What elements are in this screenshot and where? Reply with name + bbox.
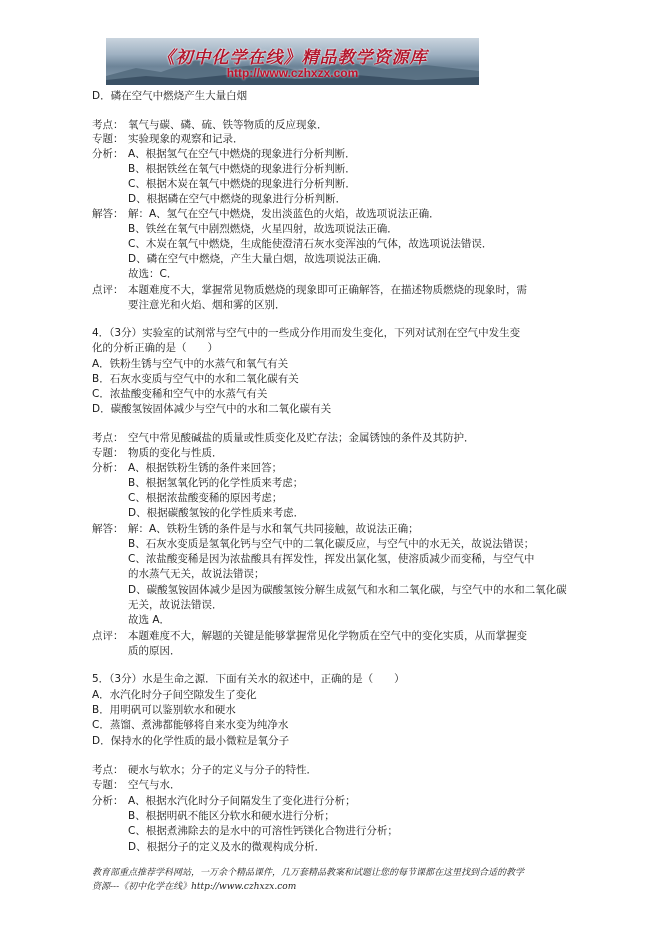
q4-zhuanti-label: 专题： bbox=[92, 447, 124, 459]
q3-jieda-line: B、铁丝在氧气中剧烈燃烧，火星四射，故选项说法正确． bbox=[128, 223, 398, 235]
q4-kaodian: 空气中常见酸碱盐的质量或性质变化及贮存法；金属锈蚀的条件及其防护． bbox=[128, 432, 475, 444]
q3-jieda-label: 解答： bbox=[92, 208, 124, 220]
q3-zhuanti-label: 专题： bbox=[92, 133, 124, 145]
q5-fenxi-line: A、根据水汽化时分子间隔发生了变化进行分析； bbox=[128, 795, 356, 807]
page-footer bbox=[92, 866, 592, 894]
q3-zhuanti: 实验现象的观察和记录． bbox=[128, 133, 244, 145]
q4-option-a: A．铁粉生锈与空气中的水蒸气和氧气有关 bbox=[92, 358, 289, 370]
q4-dianping-label: 点评： bbox=[92, 630, 124, 642]
q4-fenxi-line: B、根据氢氧化钙的化学性质来考虑； bbox=[128, 477, 304, 489]
banner-url[interactable]: http://www.czhxzx.com bbox=[226, 66, 359, 80]
q3-jieda-line: 解：A、氢气在空气中燃烧，发出淡蓝色的火焰，故选项说法正确． bbox=[128, 208, 440, 220]
q4-jieda-line: C、浓盐酸变稀是因为浓盐酸具有挥发性，挥发出氯化氢，使溶质减少而变稀，与空气中 bbox=[128, 553, 535, 565]
q5-kaodian-label: 考点： bbox=[92, 764, 124, 776]
footer-line: 教育部重点推荐学科网站，一万余个精品课件，几万套精品教案和试题让您的每节课都在这里找到合适的教学 bbox=[92, 868, 525, 878]
q4-option-d: D．碳酸氢铵固体减少与空气中的水和二氧化碳有关 bbox=[92, 403, 332, 415]
q4-kaodian-label: 考点： bbox=[92, 432, 124, 444]
q3-kaodian: 氧气与碳、磷、硫、铁等物质的反应现象． bbox=[128, 119, 328, 131]
q4-dianping-line: 质的原因． bbox=[128, 645, 181, 657]
q4-stem: 化的分析正确的是（ ） bbox=[92, 342, 218, 354]
q3-dianping-label: 点评： bbox=[92, 284, 124, 296]
q3-fenxi-line: B、根据铁丝在氧气中燃烧的现象进行分析判断． bbox=[128, 163, 356, 175]
q4-fenxi-label: 分析： bbox=[92, 462, 124, 474]
q5-option-d: D．保持水的化学性质的最小微粒是氧分子 bbox=[92, 735, 290, 747]
q4-jieda-answer: 故选 A． bbox=[128, 614, 171, 626]
q5-zhuanti: 空气与水． bbox=[128, 779, 181, 791]
q4-jieda-line: 的水蒸气无关，故说法错误； bbox=[128, 568, 265, 580]
q4-jieda-line: 无关，故说法错误． bbox=[128, 599, 223, 611]
q3-dianping-line: 本题难度不大，掌握常见物质燃烧的现象即可正确解答，在描述物质燃烧的现象时，需 bbox=[128, 284, 527, 296]
q4-fenxi-line: C、根据浓盐酸变稀的原因考虑； bbox=[128, 492, 283, 504]
q4-option-c: C．浓盐酸变稀和空气中的水蒸气有关 bbox=[92, 388, 268, 400]
q4-fenxi-line: D、根据碳酸氢铵的化学性质来考虑． bbox=[128, 507, 305, 519]
q4-jieda-line: 解：A、铁粉生锈的条件是与水和氧气共同接触，故说法正确； bbox=[128, 523, 419, 535]
q5-option-c: C．蒸馏、煮沸都能够将自来水变为纯净水 bbox=[92, 719, 289, 731]
q3-fenxi-line: A、根据氢气在空气中燃烧的现象进行分析判断． bbox=[128, 148, 356, 160]
banner-title: 《初中化学在线》精品教学资源库 bbox=[157, 48, 428, 68]
q3-jieda-line: D、磷在空气中燃烧，产生大量白烟，故选项说法正确． bbox=[128, 253, 389, 265]
q4-stem: 4．（3分）实验室的试剂常与空气中的一些成分作用而发生变化，下列对试剂在空气中发生变 bbox=[92, 327, 521, 339]
footer-line[interactable]: 资源---《初中化学在线》http://www.czhxzx.com bbox=[92, 882, 297, 892]
q5-fenxi-line: D、根据分子的定义及水的微观构成分析． bbox=[128, 841, 326, 853]
q4-jieda-line: B、石灰水变质是氢氧化钙与空气中的二氧化碳反应，与空气中的水无关，故说法错误； bbox=[128, 538, 535, 550]
q3-fenxi-label: 分析： bbox=[92, 148, 124, 160]
q3-kaodian-label: 考点： bbox=[92, 119, 124, 131]
header-banner bbox=[106, 38, 479, 85]
q3-option-d: D．磷在空气中燃烧产生大量白烟 bbox=[92, 90, 248, 102]
q3-jieda-answer: 故选：C． bbox=[128, 268, 178, 280]
q5-fenxi-line: B、根据明矾不能区分软水和硬水进行分析； bbox=[128, 810, 335, 822]
q4-option-b: B．石灰水变质与空气中的水和二氧化碳有关 bbox=[92, 373, 299, 385]
q4-dianping-line: 本题难度不大，解题的关键是能够掌握常见化学物质在空气中的变化实质，从而掌握变 bbox=[128, 630, 527, 642]
q4-jieda-line: D、碳酸氢铵固体减少是因为碳酸氢铵分解生成氨气和水和二氧化碳，与空气中的水和二氧化碳 bbox=[128, 584, 567, 596]
q5-fenxi-line: C、根据煮沸除去的是水中的可溶性钙镁化合物进行分析； bbox=[128, 825, 398, 837]
q4-jieda-label: 解答： bbox=[92, 523, 124, 535]
q5-kaodian: 硬水与软水；分子的定义与分子的特性． bbox=[128, 764, 317, 776]
q5-zhuanti-label: 专题： bbox=[92, 779, 124, 791]
q5-option-a: A．水汽化时分子间空隙发生了变化 bbox=[92, 689, 257, 701]
q5-stem: 5．（3分）水是生命之源．下面有关水的叙述中，正确的是（ ） bbox=[92, 673, 405, 685]
q3-jieda-line: C、木炭在氧气中燃烧，生成能使澄清石灰水变浑浊的气体，故选项说法错误． bbox=[128, 238, 493, 250]
q3-fenxi-line: C、根据木炭在氧气中燃烧的现象进行分析判断． bbox=[128, 178, 356, 190]
q3-fenxi-line: D、根据磷在空气中燃烧的现象进行分析判断． bbox=[128, 193, 347, 205]
q3-dianping-line: 要注意光和火焰、烟和雾的区别． bbox=[128, 299, 286, 311]
q4-zhuanti: 物质的变化与性质． bbox=[128, 447, 223, 459]
q5-option-b: B．用明矾可以鉴别软水和硬水 bbox=[92, 704, 236, 716]
q5-fenxi-label: 分析： bbox=[92, 795, 124, 807]
q4-fenxi-line: A、根据铁粉生锈的条件来回答； bbox=[128, 462, 283, 474]
